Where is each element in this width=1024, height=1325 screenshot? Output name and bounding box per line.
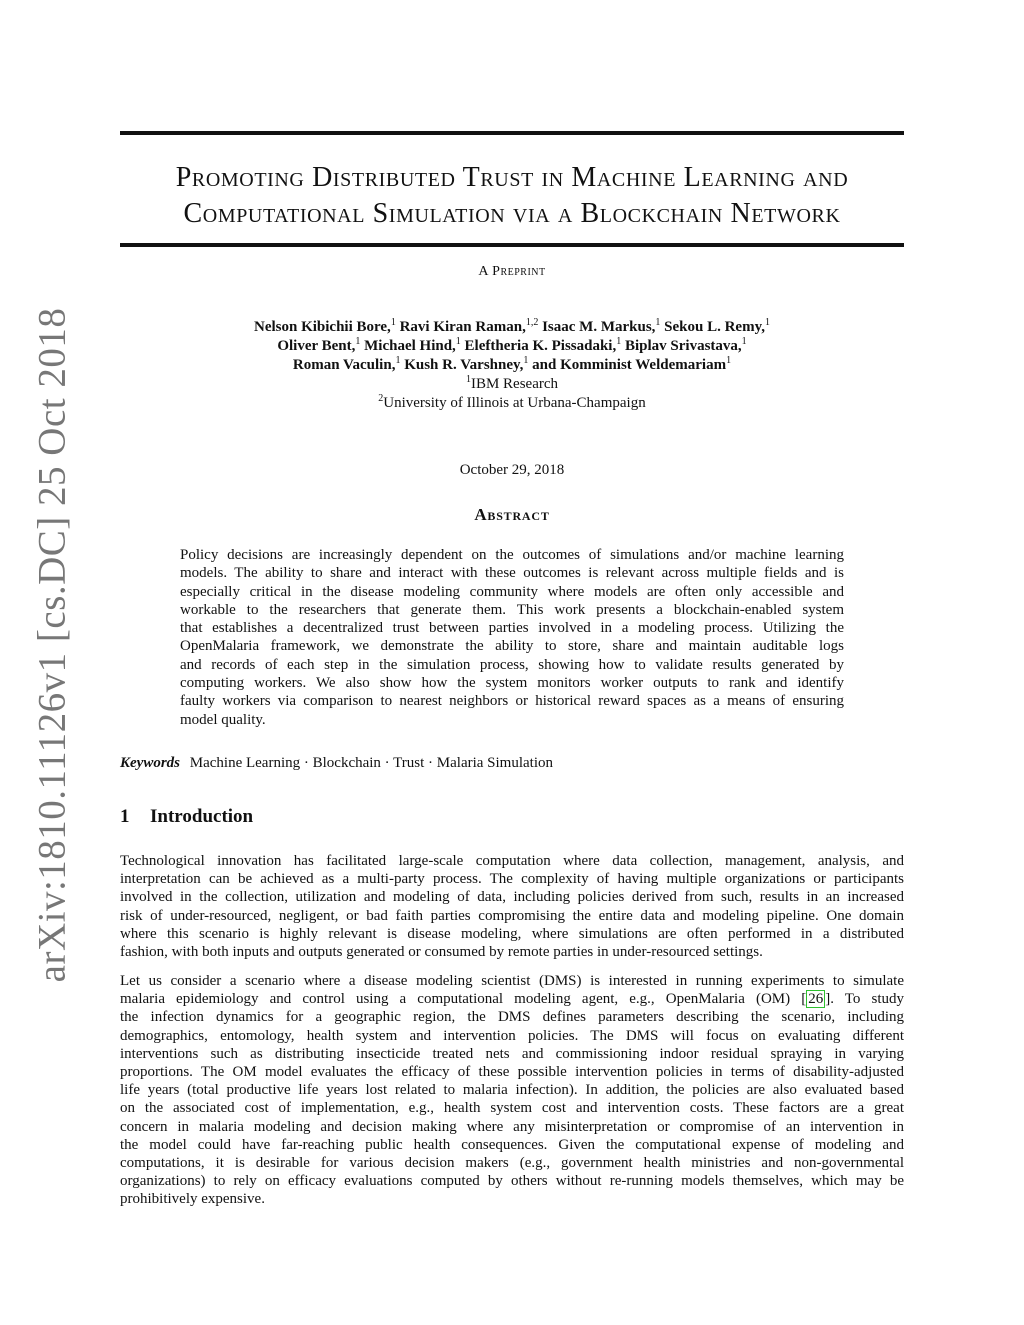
affiliation-ibm xyxy=(120,375,904,394)
affiliation-illinois xyxy=(120,394,904,413)
title-line: Computational Simulation via a Blockchain Network xyxy=(183,198,841,229)
author-block xyxy=(120,318,904,413)
citation-link[interactable]: 26 xyxy=(808,991,824,1008)
abstract-line: models. The ability to share and interact with these outcomes is relevant across multiple fields and is xyxy=(180,565,844,582)
author-affiliation-mark: 1 xyxy=(741,336,747,347)
affiliation-name: IBM Research xyxy=(470,376,559,392)
author-affiliation-mark: 1 xyxy=(616,336,622,347)
author-name: Roman Vaculin, xyxy=(292,357,396,373)
paragraph-line: interpretation can be achieved as a multi-party process. The complexity of having multiple organizations or participants xyxy=(120,871,904,888)
paragraph-line: prohibitively expensive. xyxy=(120,1191,265,1208)
arxiv-identifier-stamp: arXiv:1810.11126v1 [cs.DC] 25 Oct 2018 xyxy=(30,307,74,983)
author-row xyxy=(120,337,904,356)
section-heading-introduction xyxy=(120,806,904,828)
abstract-line: especially critical in the disease modeling community where models are often only accessible and xyxy=(180,583,844,600)
paragraph-line: life years (total productive life years lost related to malaria infection). In addition, the policies are also evaluated based xyxy=(120,1082,904,1099)
author-name: Ravi Kiran Raman, xyxy=(399,319,526,335)
paragraph-line: proportions. The OM model evaluates the efficacy of these possible intervention policies in terms of disability-adjusted xyxy=(120,1064,904,1081)
paragraph-line: risk of under-resourced, negligent, or bad faith parties compromising the entire data and modeling pipeline. One domain xyxy=(120,907,904,924)
paragraph-line: where this scenario is highly relevant is disease modeling, where simulations are often performed in a distributed xyxy=(120,925,904,942)
abstract-line: and records of each step in the simulation process, showing how to validate results generated by xyxy=(180,656,844,673)
title-bottom-rule xyxy=(120,243,904,247)
author-affiliation-mark: 1,2 xyxy=(525,317,539,328)
abstract-heading: Abstract xyxy=(474,505,550,524)
line-text: malaria epidemiology and control using a computational modeling agent, e.g., OpenMalaria (OM) [ xyxy=(120,991,807,1008)
paragraph-line: Technological innovation has facilitated large-scale computation where data collection, management, analysis, and xyxy=(120,853,904,869)
keywords-line xyxy=(120,755,904,772)
paragraph-line: computations, it is desirable for various decision makers (e.g., government health ministries and non-governmental xyxy=(120,1155,904,1172)
affiliation-name: University of Illinois at Urbana-Champaign xyxy=(383,395,646,411)
abstract-line: faulty workers via comparison to nearest neighbors or historical reward spaces as a means of ensuring xyxy=(180,693,844,710)
paragraph-line: the infection dynamics for a geographic region, the DMS defines parameters describing the scenario, including xyxy=(120,1009,904,1026)
paragraph-line: demographics, entomology, health system and intervention policies. The DMS will focus on evaluating different xyxy=(120,1027,904,1044)
section-title: Introduction xyxy=(150,806,254,827)
author-name: Michael Hind, xyxy=(364,338,456,354)
author-name: Oliver Bent, xyxy=(277,338,356,354)
abstract-line: computing workers. We also show how the system monitors worker outputs to rank and identify xyxy=(180,675,844,692)
title-top-rule xyxy=(120,131,904,135)
abstract-line: that establishes a decentralized trust between parties involved in a modeling process. Utilizing the xyxy=(180,620,844,637)
author-name: and Komminist Weldemariam xyxy=(532,357,727,373)
paragraph-line: concern in malaria modeling and decision making where any misinterpretation or compromise of an intervention in xyxy=(120,1118,904,1135)
author-affiliation-mark: 1 xyxy=(655,317,661,328)
title-line: Promoting Distributed Trust in Machine Learning and xyxy=(175,162,849,193)
author-affiliation-mark: 1 xyxy=(523,355,529,366)
author-affiliation-mark: 1 xyxy=(726,355,732,366)
paragraph-line xyxy=(120,990,904,1008)
abstract-line: OpenMalaria framework, we demonstrate the ability to store, share and maintain auditable logs xyxy=(180,638,844,655)
abstract-body xyxy=(180,546,844,729)
author-affiliation-mark: 1 xyxy=(455,336,461,347)
author-affiliation-mark: 1 xyxy=(390,317,396,328)
paragraph-line: Let us consider a scenario where a disease modeling scientist (DMS) is interested in running experiments to simulate xyxy=(120,973,904,989)
affiliation-mark: 1 xyxy=(465,374,471,385)
abstract-line: Policy decisions are increasingly dependent on the outcomes of simulations and/or machine learning xyxy=(180,547,844,563)
author-name: Kush R. Varshney, xyxy=(404,357,524,373)
author-name: Biplav Srivastava, xyxy=(624,338,742,354)
affiliation-mark: 2 xyxy=(378,393,384,404)
paragraph-line: fashion, with both inputs and outputs generated or consumed by remote parties in under-resourced settings. xyxy=(120,944,763,961)
intro-paragraph-2 xyxy=(120,972,904,1209)
paragraph-line: interventions such as distributing insecticide treated nets and commissioning indoor residual spraying in varying xyxy=(120,1045,904,1062)
author-affiliation-mark: 1 xyxy=(355,336,361,347)
section-number: 1 xyxy=(120,806,130,827)
author-name: Eleftheria K. Pissadaki, xyxy=(464,338,617,354)
abstract-line: workable to the researchers that generate them. This work presents a blockchain-enabled system xyxy=(180,601,844,618)
author-affiliation-mark: 1 xyxy=(395,355,401,366)
publication-date: October 29, 2018 xyxy=(459,462,565,478)
keywords-text: Machine Learning · Blockchain · Trust · Malaria Simulation xyxy=(189,755,554,771)
author-row xyxy=(120,318,904,337)
paragraph-line: the model could have far-reaching public health consequences. Given the computational expense of modeling and xyxy=(120,1136,904,1153)
line-text: ]. To study xyxy=(825,991,904,1008)
author-name: Sekou L. Remy, xyxy=(664,319,766,335)
keywords-label: Keywords xyxy=(120,755,180,771)
preprint-label: A Preprint xyxy=(478,264,546,279)
paper-title xyxy=(120,160,904,232)
paragraph-line: involved in the collection, utilization and modeling of data, including policies derived from such, results in an increased xyxy=(120,889,904,906)
paragraph-line: on the associated cost of implementation, e.g., health system cost and intervention costs. These factors are a great xyxy=(120,1100,904,1117)
paragraph-line: organizations) to rely on efficacy evaluations computed by others without re-running models themselves, which may be xyxy=(120,1173,904,1190)
author-row xyxy=(120,356,904,375)
author-name: Isaac M. Markus, xyxy=(542,319,656,335)
author-affiliation-mark: 1 xyxy=(765,317,771,328)
author-name: Nelson Kibichii Bore, xyxy=(253,319,391,335)
intro-paragraph-1 xyxy=(120,852,904,961)
abstract-line: model quality. xyxy=(180,711,266,728)
